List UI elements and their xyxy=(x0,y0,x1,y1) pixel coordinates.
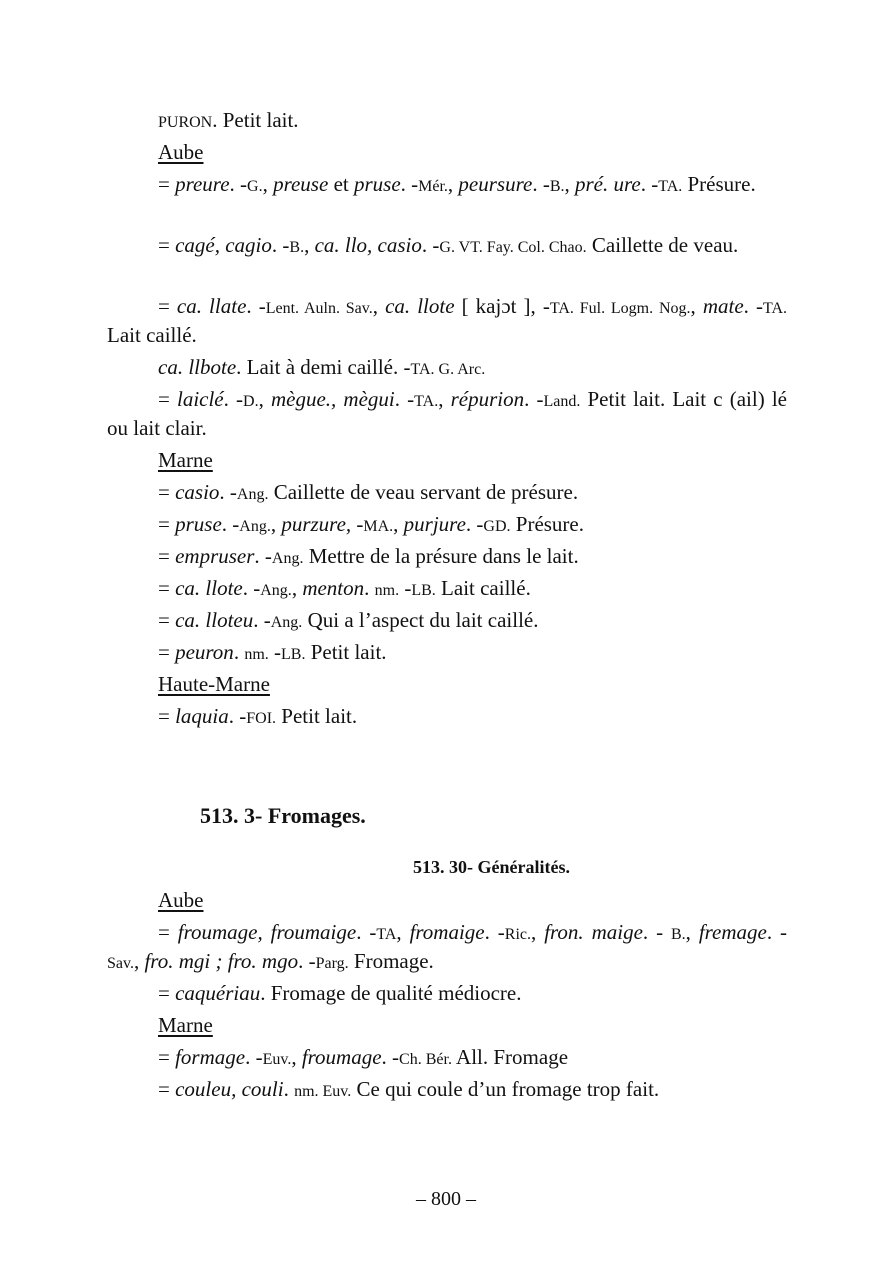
region-heading-marne: Marne xyxy=(158,448,213,472)
entry-preure: = preure. -G., preuse et pruse. -Mér., peursure. -B., pré. ure. -TA. Présure. xyxy=(158,172,756,196)
entry-callote: = ca. llote. -Ang., menton. nm. -LB. Lait caillé. xyxy=(158,576,531,600)
entry-pruse: = pruse. -Ang., purzure, -MA., purjure. -GD. Présure. xyxy=(158,512,584,536)
region-heading-aube-2: Aube xyxy=(158,888,204,912)
entry-laquia: = laquia. -FOI. Petit lait. xyxy=(158,704,358,728)
entry-empruser: = empruser. -Ang. Mettre de la présure dans le lait. xyxy=(158,544,579,568)
entry-laicle: = laiclé. -D., mègue., mègui. -TA., répurion. -Land. Petit lait. Lait c (ail) lé ou lait clair. xyxy=(107,387,788,440)
document-body xyxy=(107,104,787,1105)
entry-callbote: ca. llbote. Lait à demi caillé. -TA. G. Arc. xyxy=(158,355,486,379)
entry-calloteu: = ca. lloteu. -Ang. Qui a l’aspect du lait caillé. xyxy=(158,608,539,632)
entry-peuron: = peuron. nm. -LB. Petit lait. xyxy=(158,640,387,664)
page-number: – 800 – xyxy=(416,1188,476,1210)
subsection-heading-generalites: 513. 30- Généralités. xyxy=(413,857,570,877)
region-heading-marne-2: Marne xyxy=(158,1013,213,1037)
entry-formage: = formage. -Euv., froumage. -Ch. Bér. All. Fromage xyxy=(158,1045,569,1069)
entry-puron: PURON. Petit lait. xyxy=(158,108,299,132)
section-heading-fromages: 513. 3- Fromages. xyxy=(200,803,366,828)
entry-caqueriau: = caquériau. Fromage de qualité médiocre. xyxy=(158,981,522,1005)
entry-froumage: = froumage, froumaige. -TA, fromaige. -Ric., fron. maige. - B., fremage. -Sav., fro. mgi ; fro. mgo. -Parg. Fromage. xyxy=(107,920,788,973)
entry-callate: = ca. llate. -Lent. Auln. Sav., ca. llote [ kajɔt ], -TA. Ful. Logm. Nog., mate. -TA. Lait caillé. xyxy=(107,294,788,347)
region-heading-aube: Aube xyxy=(158,140,204,164)
region-heading-haute-marne: Haute-Marne xyxy=(158,672,270,696)
entry-couleu: = couleu, couli. nm. Euv. Ce qui coule d’un fromage trop fait. xyxy=(158,1077,660,1101)
entry-casio: = casio. -Ang. Caillette de veau servant de présure. xyxy=(158,480,579,504)
entry-cage: = cagé, cagio. -B., ca. llo, casio. -G. VT. Fay. Col. Chao. Caillette de veau. xyxy=(158,233,739,257)
